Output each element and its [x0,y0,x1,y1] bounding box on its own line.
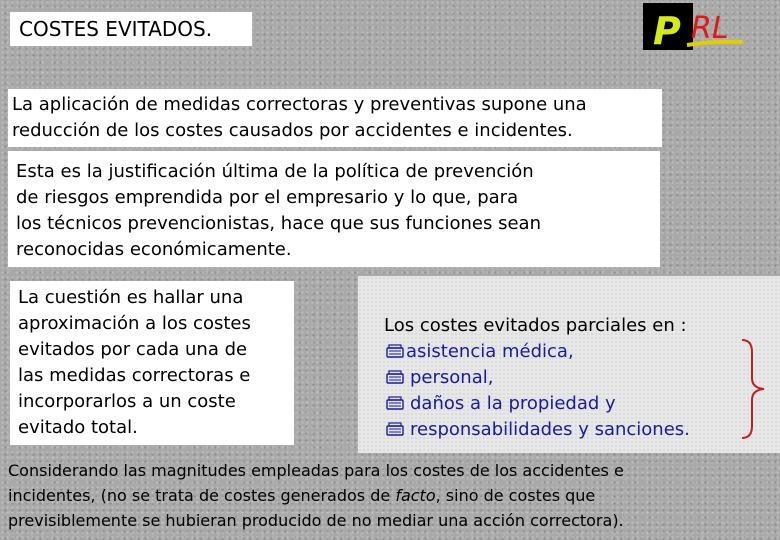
footer-line-2-start: incidentes, (no se trata de costes generados de [8,486,396,505]
intro-box [8,89,662,147]
typewriter-icon [386,419,404,433]
question-line-2: aproximación a los costes [18,313,251,334]
justification-line-3: los técnicos prevencionistas, hace que sus funciones sean [16,213,541,234]
footer-line-3: previsiblemente se hubieran producido de no mediar una acción correctora). [8,511,624,530]
question-line-1: La cuestión es hallar una [18,287,244,308]
cost-item-danos [386,392,616,416]
title-box [10,12,252,46]
footer-note [8,458,768,533]
justification-box [8,151,660,267]
prl-logo-graphic [643,0,746,52]
footer-line-1: Considerando las magnitudes empleadas para los costes de los accidentes e [8,461,624,480]
logo-rl: RL [691,11,729,46]
footer-line-2 [8,483,768,508]
cost-item-label: responsabilidades y sanciones. [410,419,690,440]
cost-item-label: asistencia médica, [406,341,574,362]
logo-p: P [653,9,681,52]
typewriter-icon [386,367,404,381]
intro-line-2: reducción de los costes causados por accidentes e incidentes. [12,120,573,141]
prl-logo [643,0,746,52]
cost-item-label: daños a la propiedad y [410,393,616,414]
question-line-3: evitados por cada una de [18,339,248,360]
cost-item-personal [386,366,493,390]
footer-italic-facto: facto [395,486,436,505]
question-box [10,281,294,445]
cost-item-asistencia [386,340,574,364]
justification-line-1: Esta es la justificación última de la política de prevención [16,161,534,182]
curly-brace-icon [738,338,768,440]
question-line-4: las medidas correctoras e [18,365,251,386]
intro-line-1: La aplicación de medidas correctoras y preventivas supone una [12,94,587,115]
typewriter-icon [386,341,404,355]
justification-line-4: reconocidas económicamente. [16,239,292,260]
question-line-5: incorporarlos a un coste [18,391,236,412]
footer-line-2-end: , sino de costes que [435,486,596,505]
justification-line-2: de riesgos emprendida por el empresario y lo que, para [16,187,519,208]
partial-costs-panel [358,276,780,453]
page-title: COSTES EVITADOS. [19,17,213,41]
partial-costs-heading: Los costes evitados parciales en : [384,315,687,336]
cost-item-label: personal, [410,367,494,388]
question-line-6: evitado total. [18,417,138,438]
cost-item-responsabilidades [386,418,690,442]
typewriter-icon [386,393,404,407]
